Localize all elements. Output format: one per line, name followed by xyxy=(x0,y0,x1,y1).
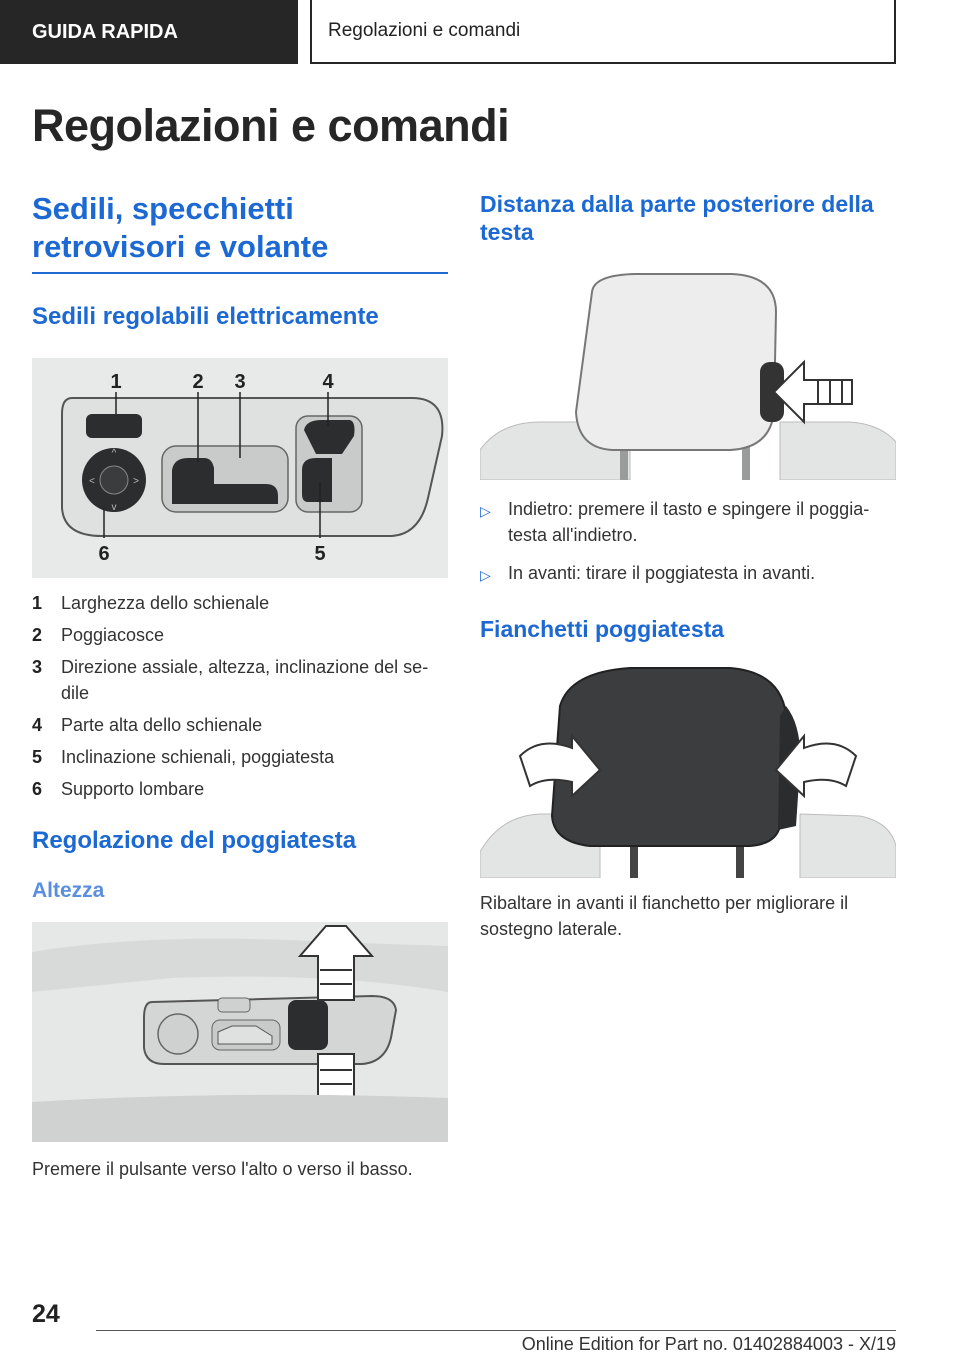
seat-controls-illustration xyxy=(32,358,448,578)
figure-label-2: 2 xyxy=(192,371,204,393)
distance-instructions xyxy=(480,496,896,588)
caption-height: Premere il pulsante verso l'alto o verso il basso. xyxy=(32,1159,413,1179)
seat-legend xyxy=(32,590,448,802)
headrest-distance-illustration xyxy=(480,272,896,480)
legend-item xyxy=(32,654,448,706)
legend-text: Direzione assiale, altezza, inclinazione del sedile xyxy=(61,657,429,703)
figure-label-3: 3 xyxy=(234,371,246,393)
footer-edition: Online Edition for Part no. 01402884003 - X/19 xyxy=(521,1334,896,1354)
subheading-electric-seats: Sedili regolabili elettricamente xyxy=(32,303,379,330)
legend-text: Poggiacosce xyxy=(61,625,165,645)
legend-item xyxy=(32,590,448,616)
legend-item xyxy=(32,776,448,802)
figure-label-1: 1 xyxy=(110,371,122,393)
right-column xyxy=(480,190,896,942)
legend-num: 4 xyxy=(32,715,43,735)
legend-item xyxy=(32,744,448,770)
svg-text:>: > xyxy=(133,476,139,487)
headrest-wings-illustration xyxy=(480,666,896,878)
legend-num: 2 xyxy=(32,625,43,645)
header-section-tab: GUIDA RAPIDA xyxy=(0,0,298,64)
legend-text: Inclinazione schienali, poggiatesta xyxy=(61,747,335,767)
legend-text: Larghezza dello schienale xyxy=(61,593,270,613)
page-title: Regolazioni e comandi xyxy=(32,100,510,151)
caption-wings: Ribaltare in avanti il fianchetto per migliorare il sostegno laterale. xyxy=(480,893,849,939)
figure-label-6: 6 xyxy=(98,543,110,565)
svg-text:v: v xyxy=(111,502,117,513)
bullet-triangle-icon: ▷ xyxy=(480,503,491,519)
figure-label-5: 5 xyxy=(314,543,326,565)
legend-num: 5 xyxy=(32,747,43,767)
left-column xyxy=(32,190,448,1182)
footer-divider xyxy=(96,1330,896,1331)
section-heading: Sedili, specchietti retrovisori e volante xyxy=(32,190,448,274)
legend-text: Supporto lombare xyxy=(61,779,205,799)
subheading-distance: Distanza dalla parte posteriore della testa xyxy=(480,191,874,245)
figure-label-4: 4 xyxy=(322,371,334,393)
bullet-text: Indietro: premere il tasto e spingere il poggiatesta all'indietro. xyxy=(508,499,870,545)
page-number: 24 xyxy=(32,1300,60,1328)
bullet-text: In avanti: tirare il poggiatesta in avanti. xyxy=(508,563,816,583)
legend-text: Parte alta dello schienale xyxy=(61,715,263,735)
legend-item xyxy=(32,622,448,648)
bullet-triangle-icon: ▷ xyxy=(480,567,491,583)
headrest-height-illustration xyxy=(32,922,448,1142)
legend-num: 1 xyxy=(32,593,43,613)
header-chapter-title: Regolazioni e comandi xyxy=(310,0,896,64)
legend-item xyxy=(32,712,448,738)
subheading-headrest: Regolazione del poggiatesta xyxy=(32,827,357,854)
svg-text:^: ^ xyxy=(111,448,117,459)
bullet-item xyxy=(480,496,896,548)
legend-num: 3 xyxy=(32,657,43,677)
subheading-wings: Fianchetti poggiatesta xyxy=(480,616,725,642)
legend-num: 6 xyxy=(32,779,43,799)
bullet-item xyxy=(480,560,896,588)
subsubheading-height: Altezza xyxy=(32,879,105,902)
svg-text:<: < xyxy=(89,476,95,487)
